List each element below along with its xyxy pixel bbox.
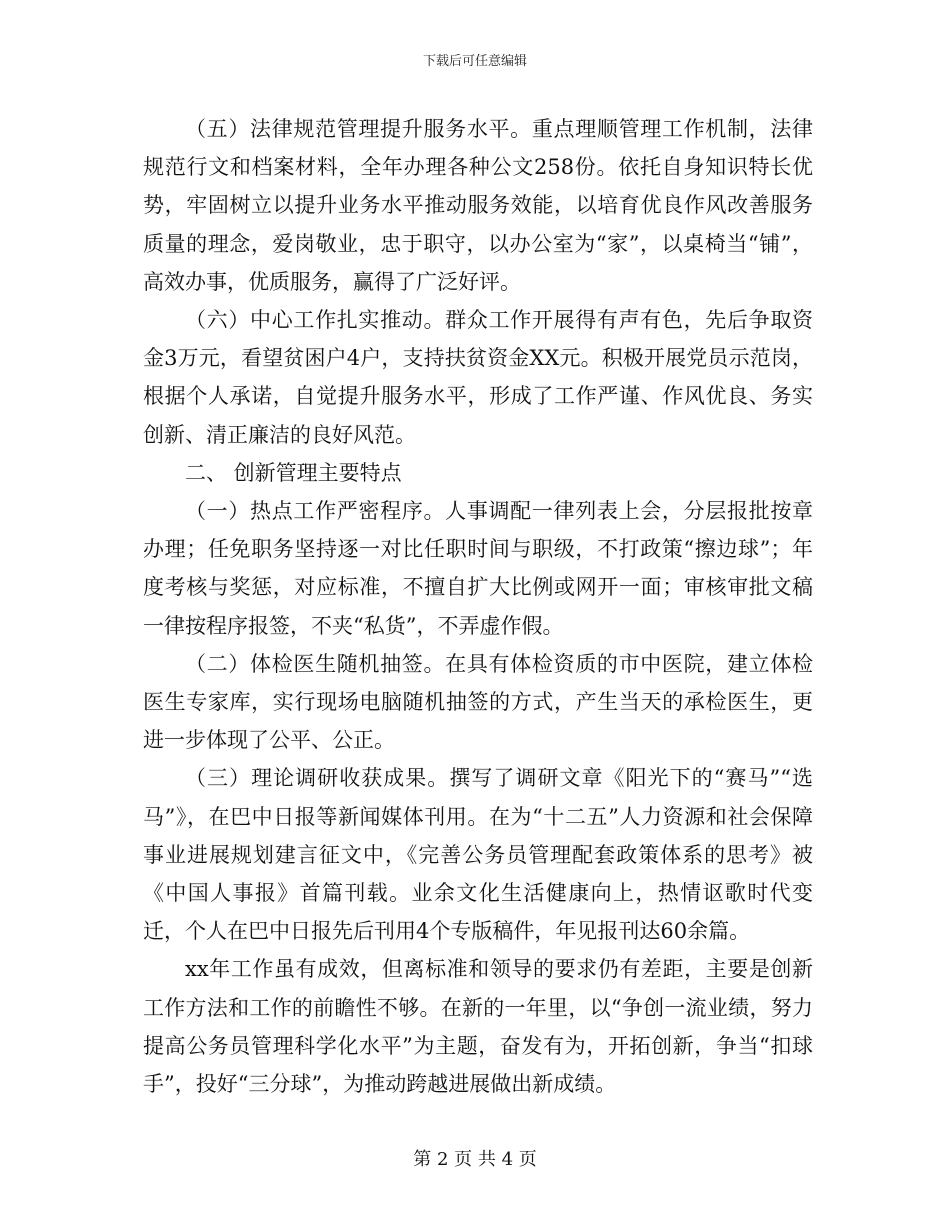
paragraph-theory-research: （三）理论调研收获成果。撰写了调研文章《阳光下的“赛马”“选马”》，在巴中日报等新闻媒体刊用。在为“十二五”人力资源和社会保障事业进展规划建言征文中，《完善公务员管理配套政策体系的思考》被《中国人事报》首篇刊载。业余文化生活健康向上，热情讴歌时代变迁，个人在巴中日报先后刊用4个专版稿件，年见报刊达60余篇。 bbox=[143, 766, 813, 944]
paragraph-summary: xx年工作虽有成效，但离标准和领导的要求仍有差距，主要是创新工作方法和工作的前瞻性不够。在新的一年里，以“争创一流业绩，努力提高公务员管理科学化水平”为主题，奋发有为，开拓创新，争当“扣球手”，投好“三分球”，为推动跨越进展做出新成绩。 bbox=[143, 957, 813, 1097]
paragraph-legal-management: （五）法律规范管理提升服务水平。重点理顺管理工作机制，法律规范行文和档案材料，全年办理各种公文258份。依托自身知识特长优势，牢固树立以提升业务水平推动服务效能，以培育优良作风改善服务质量的理念，爱岗敬业，忠于职守，以办公室为“家”，以桌椅当“铺”， 高效办事，优质服务，赢得了广泛好评。 bbox=[143, 117, 813, 294]
section-heading-innovation: 二、 创新管理主要特点 bbox=[185, 460, 402, 485]
page-number-footer: 第 2 页 共 4 页 bbox=[413, 1149, 537, 1170]
paragraph-doctor-lottery: （二）体检医生随机抽签。在具有体检资质的市中医院，建立体检医生专家库，实行现场电脑随机抽签的方式，产生当天的承检医生，更进一步体现了公平、公正。 bbox=[143, 651, 813, 753]
document-body bbox=[143, 110, 813, 1103]
page-header: 下载后可任意编辑 bbox=[422, 54, 527, 69]
paragraph-hotspot-procedures: （一）热点工作严密程序。人事调配一律列表上会，分层报批按章办理；任免职务坚持逐一对比任职时间与职级，不打政策“擦边球”；年度考核与奖惩，对应标准，不擅自扩大比例或网开一面；审核审批文稿一律按程序报签，不夹“私货”，不弄虚作假。 bbox=[143, 499, 813, 638]
paragraph-central-work: （六）中心工作扎实推动。群众工作开展得有声有色，先后争取资金3万元，看望贫困户4户，支持扶贫资金XX元。积极开展党员示范岗，根据个人承诺，自觉提升服务水平，形成了工作严谨、作风优良、务实创新、清正廉洁的良好风范。 bbox=[143, 308, 813, 447]
